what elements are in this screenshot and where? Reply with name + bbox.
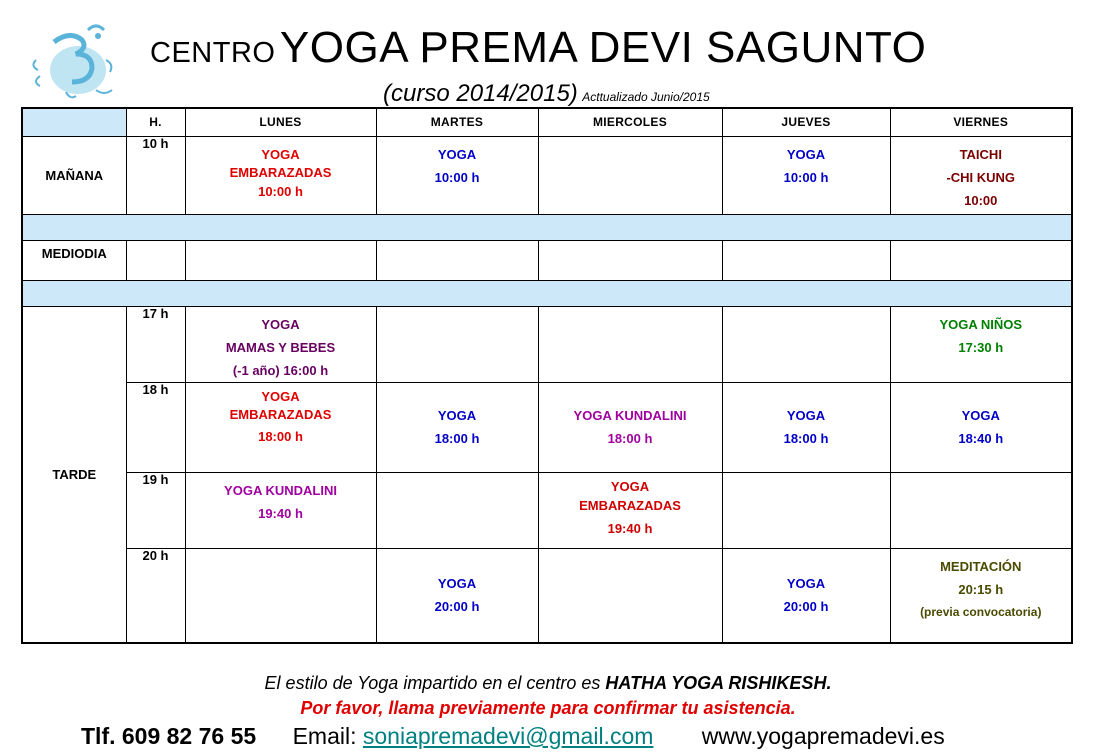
period-manana: MAÑANA [22, 136, 126, 214]
hour-cell: 18 h [126, 382, 185, 472]
header-lunes: LUNES [185, 108, 376, 136]
period-mediodia: MEDIODIA [22, 240, 126, 280]
yoga-style-name: HATHA YOGA RISHIKESH. [605, 673, 832, 693]
cell-viernes-10: TAICHI -CHI KUNG 10:00 [890, 136, 1072, 214]
website-link[interactable]: www.yogapremadevi.es [701, 723, 945, 749]
cell-jueves-10: YOGA 10:00 h [722, 136, 890, 214]
cell-martes-18: YOGA 18:00 h [376, 382, 538, 472]
email-link[interactable]: soniapremadevi@gmail.com [362, 723, 654, 749]
cell-empty [722, 306, 890, 382]
cell-empty [376, 240, 538, 280]
table-row [22, 548, 1072, 643]
cell-martes-20: YOGA 20:00 h [376, 548, 538, 643]
separator-row [22, 280, 1072, 306]
cell-jueves-18: YOGA 18:00 h [722, 382, 890, 472]
table-row [22, 472, 1072, 548]
cell-empty [890, 240, 1072, 280]
table-row [22, 306, 1072, 382]
cell-miercoles-19: YOGA EMBARAZADAS 19:40 h [538, 472, 722, 548]
cell-empty [376, 306, 538, 382]
cell-martes-10: YOGA 10:00 h [376, 136, 538, 214]
period-tarde: TARDE [22, 306, 126, 643]
om-logo-icon [26, 20, 118, 102]
cell-empty [538, 548, 722, 643]
table-row [22, 136, 1072, 214]
header-corner [22, 108, 126, 136]
cell-lunes-17: YOGA MAMAS Y BEBES (-1 año) 16:00 h [185, 306, 376, 382]
header-viernes: VIERNES [890, 108, 1072, 136]
cell-viernes-17: YOGA NIÑOS 17:30 h [890, 306, 1072, 382]
cell-jueves-20: YOGA 20:00 h [722, 548, 890, 643]
cell-lunes-10: YOGA EMBARAZADAS 10:00 h [185, 136, 376, 214]
cell-empty [376, 472, 538, 548]
separator-band [22, 280, 1072, 306]
cell-viernes-18: YOGA 18:40 h [890, 382, 1072, 472]
cell-empty [185, 240, 376, 280]
schedule-table [21, 107, 1073, 644]
cell-empty [538, 306, 722, 382]
separator-band [22, 214, 1072, 240]
cell-miercoles-18: YOGA KUNDALINI 18:00 h [538, 382, 722, 472]
contact-line [81, 723, 945, 750]
table-row [22, 382, 1072, 472]
header-jueves: JUEVES [722, 108, 890, 136]
cell-empty [890, 472, 1072, 548]
cell-empty [185, 548, 376, 643]
title-large: YOGA PREMA DEVI SAGUNTO [279, 23, 927, 72]
hour-cell [126, 240, 185, 280]
hour-cell: 20 h [126, 548, 185, 643]
header-hour: H. [126, 108, 185, 136]
header-row [22, 108, 1072, 136]
title-small: CENTRO [150, 37, 276, 69]
table-row [22, 240, 1072, 280]
header-martes: MARTES [376, 108, 538, 136]
updated-date: Acttualizado Junio/2015 [582, 90, 710, 104]
cell-lunes-19: YOGA KUNDALINI 19:40 h [185, 472, 376, 548]
page-subtitle [383, 82, 710, 106]
header-miercoles: MIERCOLES [538, 108, 722, 136]
cell-empty [722, 240, 890, 280]
course-year: (curso 2014/2015) [383, 80, 578, 107]
page-title [150, 23, 927, 72]
hour-cell: 19 h [126, 472, 185, 548]
cell-empty [722, 472, 890, 548]
separator-row [22, 214, 1072, 240]
cell-lunes-18: YOGA EMBARAZADAS 18:00 h [185, 382, 376, 472]
hour-cell: 17 h [126, 306, 185, 382]
phone-number: Tlf. 609 82 76 55 [81, 723, 257, 749]
email-label: Email: [292, 723, 363, 749]
hour-cell: 10 h [126, 136, 185, 214]
yoga-style-note: El estilo de Yoga impartido en el centro es HATHA YOGA RISHIKESH. [264, 673, 832, 693]
cell-viernes-20: MEDITACIÓN 20:15 h (previa convocatoria) [890, 548, 1072, 643]
cell-miercoles-10 [538, 136, 722, 214]
cell-empty [538, 240, 722, 280]
confirmation-notice: Por favor, llama previamente para confirmar tu asistencia. [300, 698, 796, 718]
